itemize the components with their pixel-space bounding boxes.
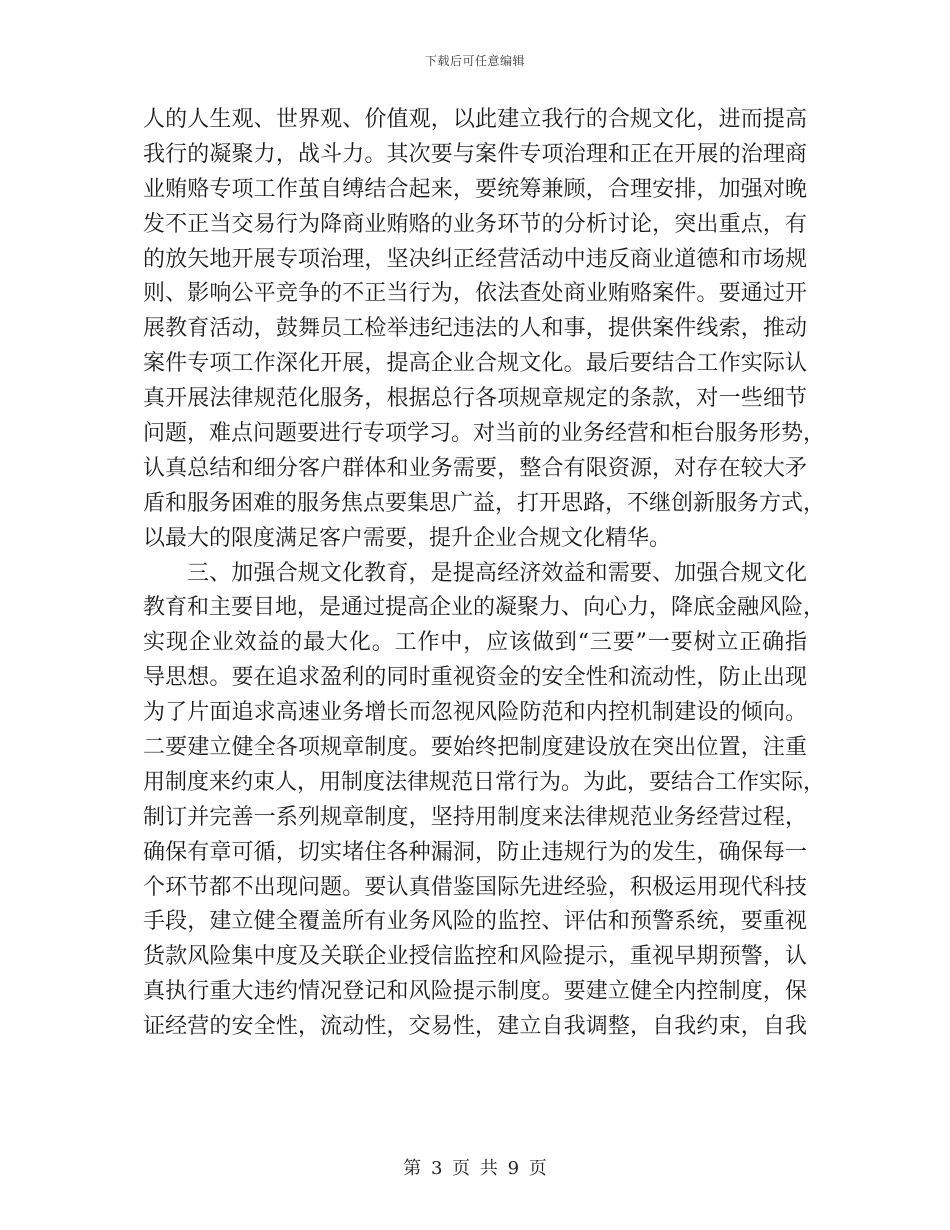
text-line: 货款风险集中度及关联企业授信监控和风险提示，重视早期预警，认	[143, 944, 807, 970]
text-line: 真执行重大违约情况登记和风险提示制度。要建立健全内控制度，保	[143, 979, 807, 1005]
text-line: 手段，建立健全覆盖所有业务风险的监控、评估和预警系统，要重视	[143, 909, 807, 935]
text-line: 证经营的安全性，流动性，交易性，建立自我调整，自我约束，自我	[143, 1014, 807, 1040]
text-line: 盾和服务困难的服务焦点要集思广益，打开思路，不继创新服务方式，	[143, 490, 826, 516]
text-line: 实现企业效益的最大化。工作中，应该做到“三要”一要树立正确指	[143, 630, 807, 656]
text-line: 问题，难点问题要进行专项学习。对当前的业务经营和柜台服务形势，	[143, 421, 826, 447]
text-line: 人的人生观、世界观、价值观，以此建立我行的合规文化，进而提高	[143, 107, 807, 132]
text-line: 则、影响公平竞争的不正当行为，依法查处商业贿赂案件。要通过开	[143, 281, 807, 307]
text-line: 二要建立健全各项规章制度。要始终把制度建设放在突出位置，注重	[143, 735, 807, 761]
text-line: 个环节都不出现问题。要认真借鉴国际先进经验，积极运用现代科技	[143, 874, 807, 900]
text-line: 教育和主要目地，是通过提高企业的凝聚力、向心力，降底金融风险，	[143, 595, 826, 621]
page-header: 下载后可任意编辑	[424, 54, 525, 68]
paragraph-start-line: 三、加强合规文化教育，是提高经济效益和需要、加强合规文化	[187, 560, 807, 586]
page-footer: 第 3 页 共 9 页	[403, 1158, 547, 1179]
text-line: 真开展法律规范化服务，根据总行各项规章规定的条款，对一些细节	[143, 386, 807, 412]
text-line: 我行的凝聚力，战斗力。其次要与案件专项治理和正在开展的治理商	[143, 141, 807, 167]
text-line: 以最大的限度满足客户需要，提升企业合规文化精华。	[143, 525, 672, 551]
text-line: 发不正当交易行为降商业贿赂的业务环节的分析讨论，突出重点，有	[143, 211, 807, 237]
text-line: 导思想。要在追求盈利的同时重视资金的安全性和流动性，防止出现	[143, 665, 807, 691]
text-line: 为了片面追求高速业务增长而忽视风险防范和内控机制建设的倾向。	[143, 700, 807, 726]
text-line: 用制度来约束人，用制度法律规范日常行为。为此，要结合工作实际，	[143, 769, 826, 795]
text-line: 业贿赂专项工作茧自缚结合起来，要统筹兼顾，合理安排，加强对晚	[143, 176, 807, 202]
text-line: 确保有章可循，切实堵住各种漏洞，防止违规行为的发生，确保每一	[143, 839, 807, 865]
text-line: 的放矢地开展专项治理，坚决纠正经营活动中违反商业道德和市场规	[143, 246, 807, 272]
text-line: 认真总结和细分客户群体和业务需要，整合有限资源，对存在较大矛	[143, 455, 807, 481]
text-line: 展教育活动，鼓舞员工检举违纪违法的人和事，提供案件线索，推动	[143, 316, 807, 342]
text-line: 案件专项工作深化开展，提高企业合规文化。最后要结合工作实际认	[143, 351, 807, 377]
text-line: 制订并完善一系列规章制度，坚持用制度来法律规范业务经营过程，	[143, 804, 807, 830]
body-text	[143, 103, 826, 1045]
